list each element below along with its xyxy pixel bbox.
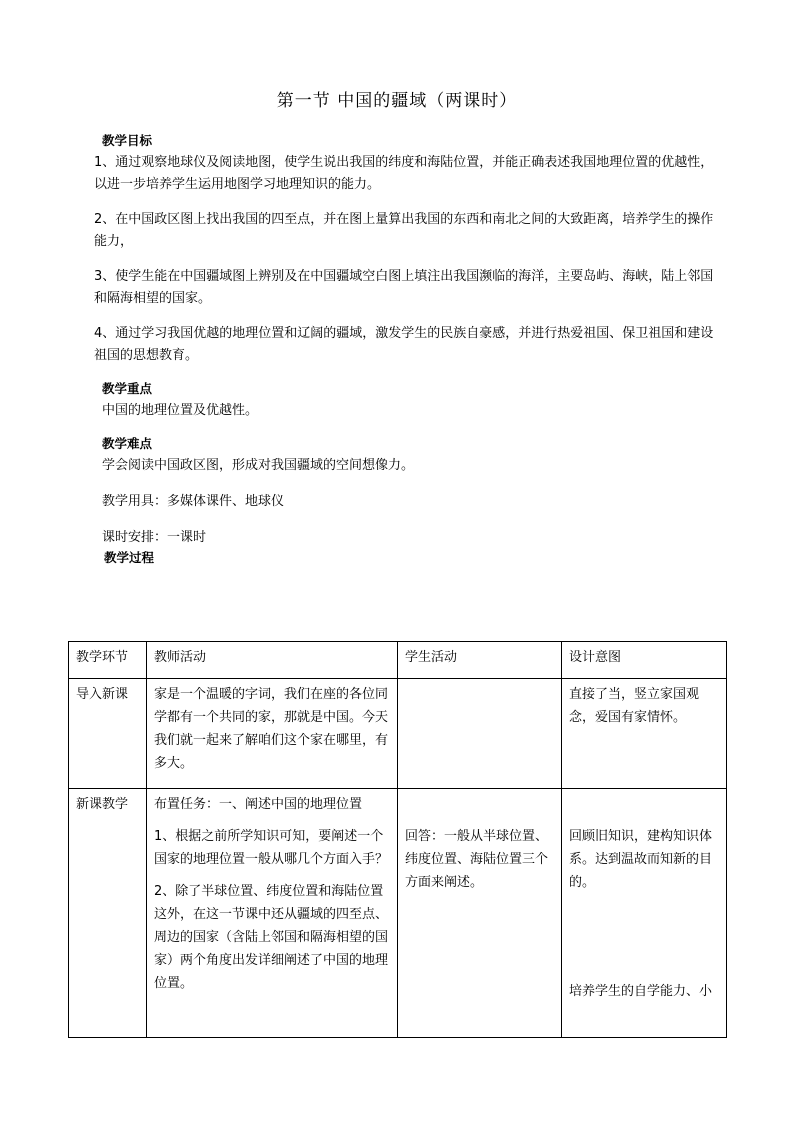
objective-item: 3、使学生能在中国疆域图上辨别及在中国疆域空白图上填注出我国濒临的海洋，主要岛屿、海峡，陆上邻国和隔海相望的国家。 (94, 269, 714, 306)
design-intent-cell (562, 679, 727, 789)
lesson-process-table (68, 641, 727, 1038)
table-row (69, 789, 727, 1038)
table-row (69, 679, 727, 789)
table-header-cell: 教学环节 (69, 642, 147, 679)
design-intent-text: 培养学生的自学能力、小 (569, 984, 713, 999)
student-activity-cell (398, 679, 562, 789)
teaching-tools: 教学用具：多媒体课件、地球仪 (102, 494, 285, 509)
document-body (94, 130, 722, 569)
objective-item: 4、通过学习我国优越的地理位置和辽阔的疆域，激发学生的民族自豪感，并进行热爱祖国、保卫祖国和建设祖国的思想教育。 (94, 326, 714, 363)
teacher-activity-text: 家是一个温暖的字词，我们在座的各位同学都有一个共同的家，那就是中国。今天我们就一起来了解咱们这个家在哪里，有多大。 (154, 687, 389, 771)
objectives-heading: 教学目标 (102, 133, 153, 148)
difficulties-text: 学会阅读中国政区图，形成对我国疆域的空间想像力。 (102, 458, 415, 473)
teacher-activity-cell (147, 679, 398, 789)
table-header-cell: 学生活动 (398, 642, 562, 679)
design-intent-text: 回顾旧知识，建构知识体系。达到温故而知新的目的。 (569, 829, 713, 890)
teacher-activity-text: 1、根据之前所学知识可知，要阐述一个国家的地理位置一般从哪几个方面入手？ (154, 829, 389, 867)
table-header-cell: 教师活动 (147, 642, 398, 679)
objective-item: 1、通过观察地球仪及阅读地图，使学生说出我国的纬度和海陆位置，并能正确表述我国地理位置的优越性，以进一步培养学生运用地图学习地理知识的能力。 (94, 155, 714, 192)
key-points-heading: 教学重点 (102, 381, 153, 396)
teacher-activity-cell (147, 789, 398, 1038)
design-intent-text: 直接了当，竖立家国观念，爱国有家情怀。 (569, 687, 700, 725)
key-points-text: 中国的地理位置及优越性。 (102, 403, 259, 418)
stage-cell: 新课教学 (69, 789, 147, 1038)
difficulties-heading: 教学难点 (102, 436, 153, 451)
teacher-activity-text: 布置任务：一、阐述中国的地理位置 (154, 797, 363, 812)
page-title: 第一节 中国的疆域（两课时） (276, 91, 518, 111)
process-heading: 教学过程 (104, 550, 155, 565)
lesson-schedule: 课时安排：一课时 (102, 530, 207, 545)
design-intent-cell (562, 789, 727, 1038)
objective-item: 2、在中国政区图上找出我国的四至点，并在图上量算出我国的东西和南北之间的大致距离，培养学生的操作能力， (94, 212, 714, 249)
student-activity-cell (398, 789, 562, 1038)
table-header-cell: 设计意图 (562, 642, 727, 679)
stage-cell: 导入新课 (69, 679, 147, 789)
table-header-row (69, 642, 727, 679)
student-activity-text: 回答：一般从半球位置、纬度位置、海陆位置三个方面来阐述。 (405, 829, 549, 890)
teacher-activity-text: 2、除了半球位置、纬度位置和海陆位置这外，在这一节课中还从疆域的四至点、周边的国家（含陆上邻国和隔海相望的国家）两个角度出发详细阐述了中国的地理位置。 (154, 884, 389, 991)
